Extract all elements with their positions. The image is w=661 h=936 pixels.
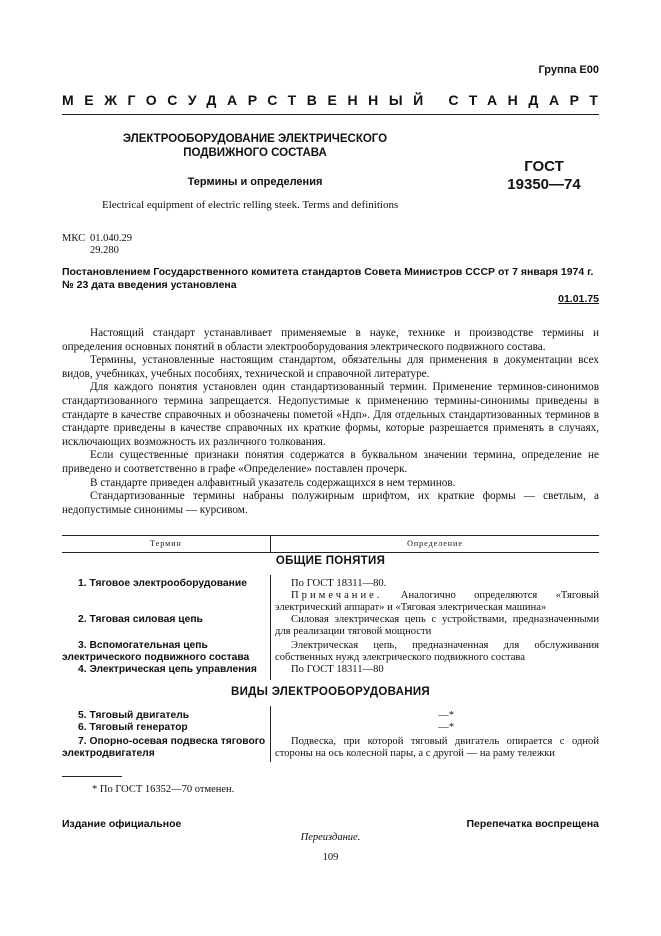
gost-designation [484,158,604,194]
header-divider [62,114,599,115]
column-header-definition: Определение [270,536,599,552]
column-divider [270,706,271,762]
mks-code-1: 01.040.29 [90,233,132,244]
footnote: * По ГОСТ 16352—70 отменен. [92,784,235,795]
intro-paragraph: Если существенные признаки понятия содержатся в буквальном значении термина, определение не приведено и соответственно в графе «Определение» поставлен прочерк. [62,449,599,475]
group-code: Группа Е00 [538,64,599,76]
gost-label: ГОСТ [524,158,564,175]
definition-5: —* [438,710,454,721]
decree-text: Постановлением Государственного комитета стандартов Совета Министров СССР от 7 января 1974 г. № 23 дата введения установлена [62,266,594,291]
intro-paragraph: Термины, установленные настоящим стандартом, обязательны для применения в документации всех видов, учебниках, учебных пособиях, технической и справочной литературе. [62,354,599,380]
document-title [100,132,410,160]
mks-codes [62,233,132,257]
title-line-1: ЭЛЕКТРООБОРУДОВАНИЕ ЭЛЕКТРИЧЕСКОГО [122,133,388,145]
mks-code-2: 29.280 [90,245,119,256]
term-4: 4. Электрическая цепь управления [78,664,257,675]
definition-7: Подвеска, при которой тяговый двигатель опирается с одной стороны на ось колесной пары, а с другой — на раму тележки [275,736,599,759]
term-1: 1. Тяговое электрооборудование [78,578,247,589]
publication-note: Издание официальное [62,818,182,830]
note-text: Аналогично определяются «Тяговый электрический аппарат» и «Тяговая электрическая машина» [275,590,599,613]
term-3: 3. Вспомогательная цепь электрического подвижного состава [62,640,250,663]
term-2: 2. Тяговая силовая цепь [78,614,203,625]
footnote-divider [62,776,122,777]
note-label: Примечание. [291,590,383,601]
reprint-note: Перепечатка воспрещена [466,818,599,830]
section-heading-types: ВИДЫ ЭЛЕКТРООБОРУДОВАНИЯ [231,686,430,698]
definition-6: —* [438,722,454,733]
page-number: 109 [322,852,339,863]
definition-2: Силовая электрическая цепь с устройствами, предназначенными для реализации тяговой мощности [275,614,599,637]
intro-paragraph: Стандартизованные термины набраны полужирным шрифтом, их краткие формы — светлым, а недопустимые синонимы — курсивом. [62,490,599,516]
intro-text [62,327,599,517]
term-6: 6. Тяговый генератор [78,722,188,733]
definition-1: По ГОСТ 18311—80. [291,578,387,589]
title-line-2: ПОДВИЖНОГО СОСТАВА [183,147,327,159]
definition-4: По ГОСТ 18311—80 [291,664,384,675]
column-divider [270,575,271,680]
introduction-date: 01.01.75 [558,293,599,305]
reissue-note: Переиздание. [300,832,361,843]
gost-number: 19350—74 [507,176,581,193]
definition-1-note [275,590,599,614]
mks-label: МКС [62,233,86,244]
document-subtitle: Термины и определения [187,176,323,188]
term-5: 5. Тяговый двигатель [78,710,190,721]
intro-paragraph: Настоящий стандарт устанавливает применяемые в науке, технике и производстве термины и определения основных понятий в области электрооборудования электрического подвижного состава. [62,327,599,353]
column-header-term: Термин [150,539,182,548]
definition-3: Электрическая цепь, предназначенная для обслуживания собственных нужд электрического подвижного состава [275,640,599,663]
standard-banner: МЕЖГОСУДАРСТВЕННЫЙ СТАНДАРТ [62,92,609,108]
term-7: 7. Опорно-осевая подвеска тягового электродвигателя [62,736,266,759]
english-title: Electrical equipment of electric relling steek. Terms and definitions [102,199,399,211]
intro-paragraph: В стандарте приведен алфавитный указатель содержащихся в нем терминов. [90,476,456,489]
section-heading-general: ОБЩИЕ ПОНЯТИЯ [275,555,386,567]
table-header [62,535,599,553]
intro-paragraph: Для каждого понятия установлен один стандартизованный термин. Применение терминов-синонимов стандартизованного термина запрещается. Недопустимые к применению термины-синонимы приведены в стандарте в качестве справочных и обозначены пометой «Ндп». Для отдельных стандартизованных терминов в стандарте приведены в качестве справочных их краткие формы, которые разрешается применять в случаях, исключающих возможность их различного толкования. [62,381,599,448]
